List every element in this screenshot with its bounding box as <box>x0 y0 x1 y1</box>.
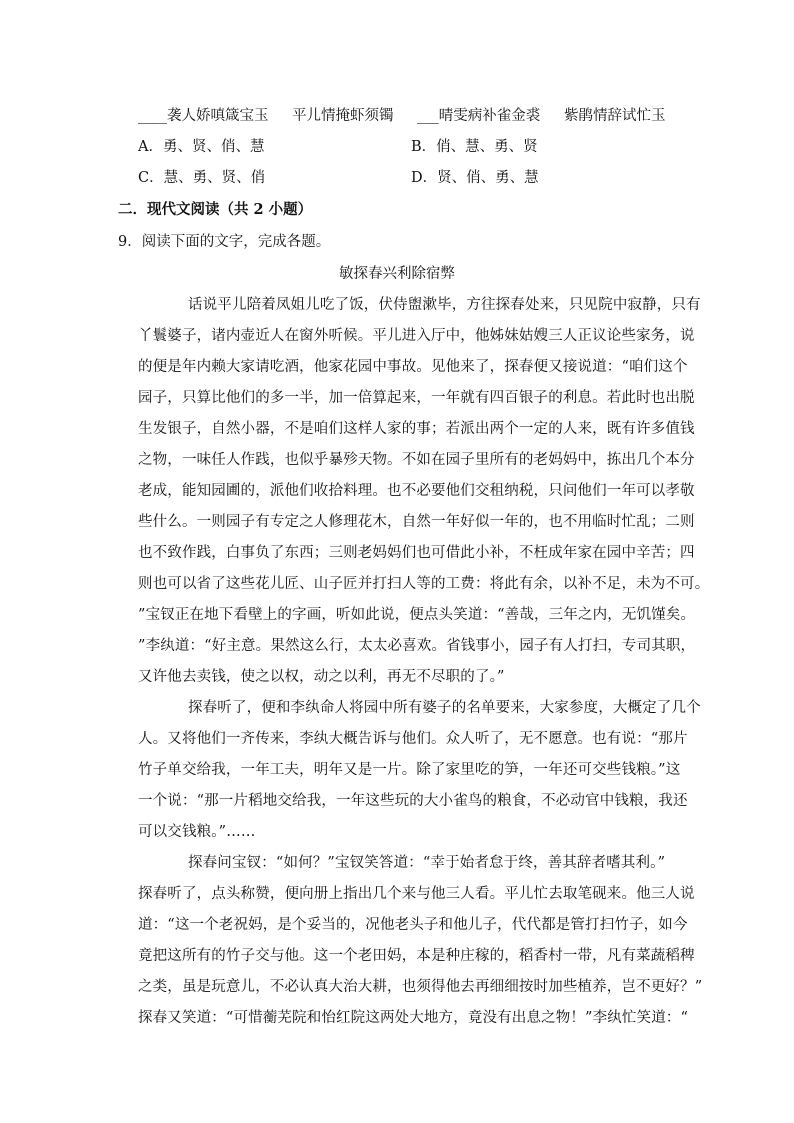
text-line: 的便是年内赖大家请吃酒，他家花园中事故。见他来了，探春便又接说道：“咱们这个 <box>138 359 688 375</box>
text-line: 之类，虽是玩意儿，不必认真大治大耕，也须得他去再细细按时加些植养，岂不更好？” <box>138 979 703 995</box>
text-line: 老成，能知园圃的，派他们收拾料理。也不必要他们交租纳税，只问他们一年可以孝敬 <box>138 483 695 499</box>
text-line: 些什么。一则园子有专定之人修理花木，自然一年好似一年的，也不用临时忙乱；二则 <box>138 514 695 530</box>
text-line: 可以交钱粮。”…… <box>138 824 256 840</box>
text-line: 竟把这所有的竹子交与他。这一个老田妈，本是种庄稼的，稻香村一带，凡有菜蔬稻稗 <box>138 948 695 964</box>
choice-item-3: ___晴雯病补雀金裘 <box>417 108 541 124</box>
text-line: 话说平儿陪着凤姐儿吃了饭，伏侍盥漱毕，方往探春处来，只见院中寂静，只有 <box>188 297 701 313</box>
option-d: D．贤、俏、勇、慧 <box>411 170 539 186</box>
choice-item-2: 平儿情掩虾须镯 <box>292 108 394 124</box>
text-line: 道：“这一个老祝妈，是个妥当的，况他老头子和他儿子，代代都是管打扫竹子，如今 <box>138 917 688 933</box>
section-heading: 二．现代文阅读（共 2 小题） <box>118 201 313 218</box>
option-c: C．慧、勇、贤、俏 <box>138 170 266 186</box>
choice-item-4: 紫鹃情辞试忙玉 <box>564 108 666 124</box>
text-line: 之物，一味任人作践，也似乎暴殄天物。不如在园子里所有的老妈妈中，拣出几个本分 <box>138 452 695 468</box>
text-line: ”宝钗正在地下看壁上的字画，听如此说，便点头笑道：“善哉，三年之内，无饥馑矣。 <box>138 607 696 623</box>
question-prompt: 9．阅读下面的文字，完成各题。 <box>118 234 331 250</box>
option-a: A．勇、贤、俏、慧 <box>138 139 265 155</box>
article-title: 敏探春兴利除宿弊 <box>339 266 455 282</box>
text-line: 则也可以省了这些花儿匠、山子匠并打扫人等的工费：将此有余，以补不足，未为不可。 <box>138 576 710 592</box>
text-line: 生发银子，自然小器，不是咱们这样人家的事；若派出两个一定的人来，既有许多值钱 <box>138 421 695 437</box>
text-line: 一个说：“那一片稻地交给我，一年这些玩的大小雀鸟的粮食，不必动官中钱粮，我还 <box>138 793 688 809</box>
option-b: B．俏、慧、勇、贤 <box>411 139 538 155</box>
text-line: ”李纨道：“好主意。果然这么行，太太必喜欢。省钱事小，园子有人打扫，专司其职， <box>138 638 696 654</box>
text-line: 人。又将他们一齐传来，李纨大概告诉与他们。众人听了，无不愿意。也有说：“那片 <box>138 731 688 747</box>
text-line: 又许他去卖钱，使之以权，动之以利，再无不尽职的了。” <box>138 669 505 685</box>
text-line: 也不致作践，白事负了东西；三则老妈妈们也可借此小补，不枉成年家在园中辛苦；四 <box>138 545 695 561</box>
text-line: 探春又笑道：“可惜蘅芜院和怡红院这两处大地方，竟没有出息之物！”李纨忙笑道：“ <box>138 1010 689 1026</box>
text-line: 探春问宝钗：“如何？”宝钗笑答道：“幸于始者怠于终，善其辞者嗜其利。” <box>188 855 666 871</box>
text-line: 探春听了，点头称赞，便向册上指出几个来与他三人看。平儿忙去取笔砚来。他三人说 <box>138 886 695 902</box>
choice-item-1: ____袭人娇嗔箴宝玉 <box>138 108 269 124</box>
text-line: 竹子单交给我，一年工夫，明年又是一片。除了家里吃的笋，一年还可交些钱粮。”这 <box>138 762 681 778</box>
text-line: 探春听了，便和李纨命人将园中所有婆子的名单要来，大家参度，大概定了几个 <box>188 700 701 716</box>
text-line: 丫鬟婆子，诸内壶近人在窗外听候。平儿进入厅中，他姊妹姑嫂三人正议论些家务，说 <box>138 328 695 344</box>
text-line: 园子，只算比他们的多一半，加一倍算起来，一年就有四百银子的利息。若此时也出脱 <box>138 390 695 406</box>
